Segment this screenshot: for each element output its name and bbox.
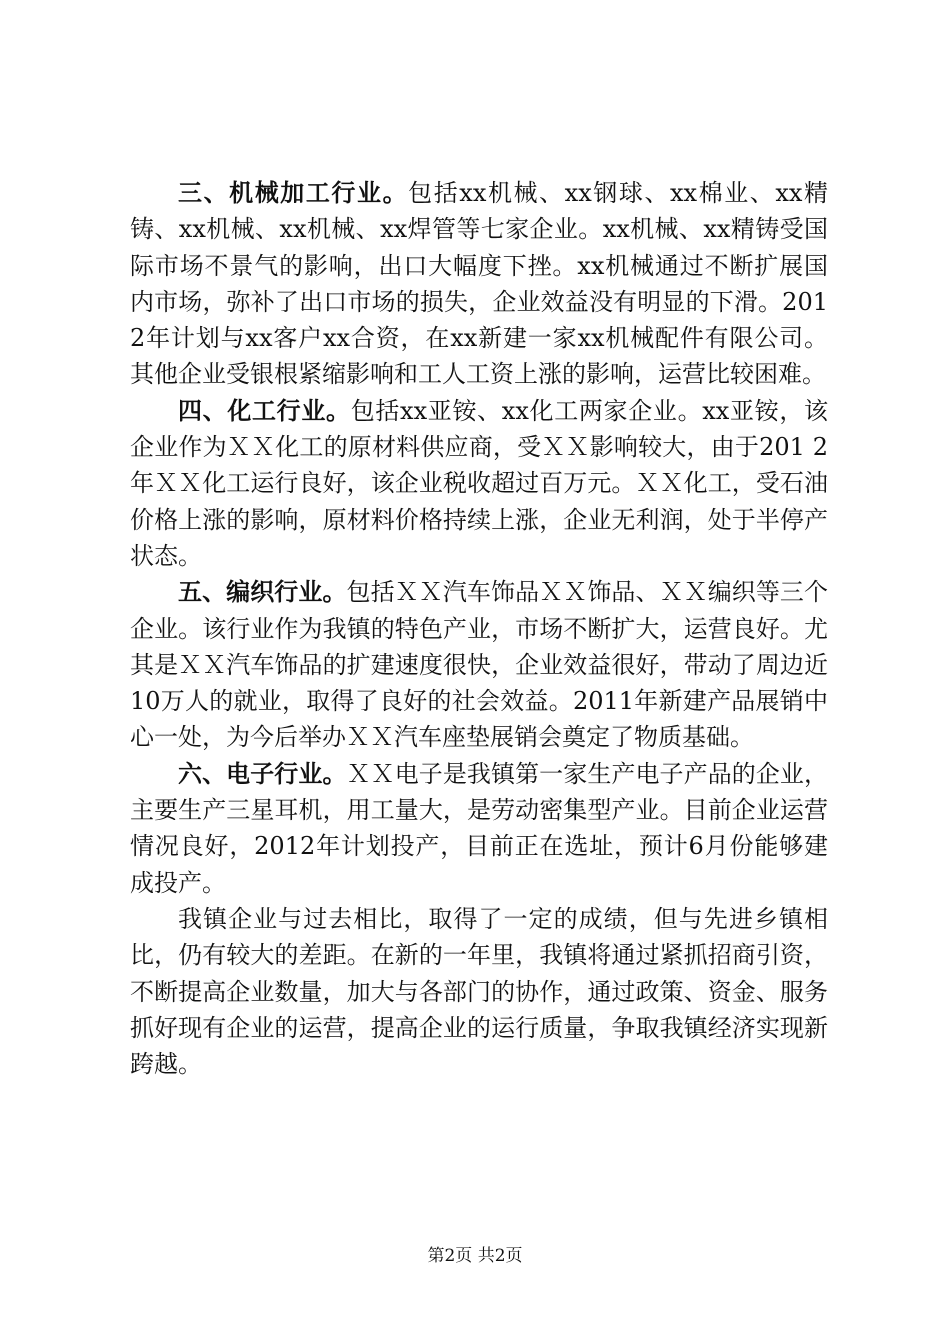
document-body (130, 175, 828, 1082)
paragraph-chemical (130, 393, 828, 574)
paragraph-conclusion (130, 901, 828, 1082)
section-heading: 四、化工行业。 (178, 396, 351, 425)
paragraph-text: 包括xx机械、xx钢球、xx棉业、xx精铸、xx机械、xx机械、xx焊管等七家企业。xx机械、xx精铸受国际市场不景气的影响，出口大幅度下挫。xx机械通过不断扩展国内市场，弥补了出口市场的损失，企业效益没有明显的下滑。2012年计划与xx客户xx合资，在xx新建一家xx机械配件有限公司。其他企业受银根紧缩影响和工人工资上涨的影响，运营比较困难。 (130, 179, 829, 389)
paragraph-text: 我镇企业与过去相比，取得了一定的成绩，但与先进乡镇相比，仍有较大的差距。在新的一年里，我镇将通过紧抓招商引资，不断提高企业数量，加大与各部门的协作，通过政策、资金、服务抓好现有企业的运营，提高企业的运行质量，争取我镇经济实现新跨越。 (130, 904, 828, 1079)
section-heading: 三、机械加工行业。 (178, 179, 409, 207)
section-heading: 五、编织行业。 (178, 578, 347, 607)
paragraph-electronics (130, 756, 828, 901)
section-heading: 六、电子行业。 (178, 759, 347, 788)
paragraph-machinery (130, 175, 828, 393)
paragraph-text: 包括ＸＸ汽车饰品ＸＸ饰品、ＸＸ编织等三个企业。该行业作为我镇的特色产业，市场不断扩大，运营良好。尤其是ＸＸ汽车饰品的扩建速度很快，企业效益很好，带动了周边近10万人的就业，取得了良好的社会效益。2011年新建产品展销中心一处，为今后举办ＸＸ汽车座垫展销会奠定了物质基础。 (130, 578, 829, 752)
paragraph-text: ＸＸ电子是我镇第一家生产电子产品的企业，主要生产三星耳机，用工量大，是劳动密集型产业。目前企业运营情况良好，2012年计划投产，目前正在选址，预计6月份能够建成投产。 (130, 759, 829, 897)
paragraph-text: 包括xx亚铵、xx化工两家企业。xx亚铵，该企业作为ＸＸ化工的原材料供应商，受ＸＸ影响较大，由于201 2年ＸＸ化工运行良好，该企业税收超过百万元。ＸＸ化工，受石油价格上涨的影响，原材料价格持续上涨，企业无利润，处于半停产状态。 (130, 396, 828, 570)
paragraph-weaving (130, 574, 828, 755)
page-footer: 第2页 共2页 (427, 1246, 523, 1266)
